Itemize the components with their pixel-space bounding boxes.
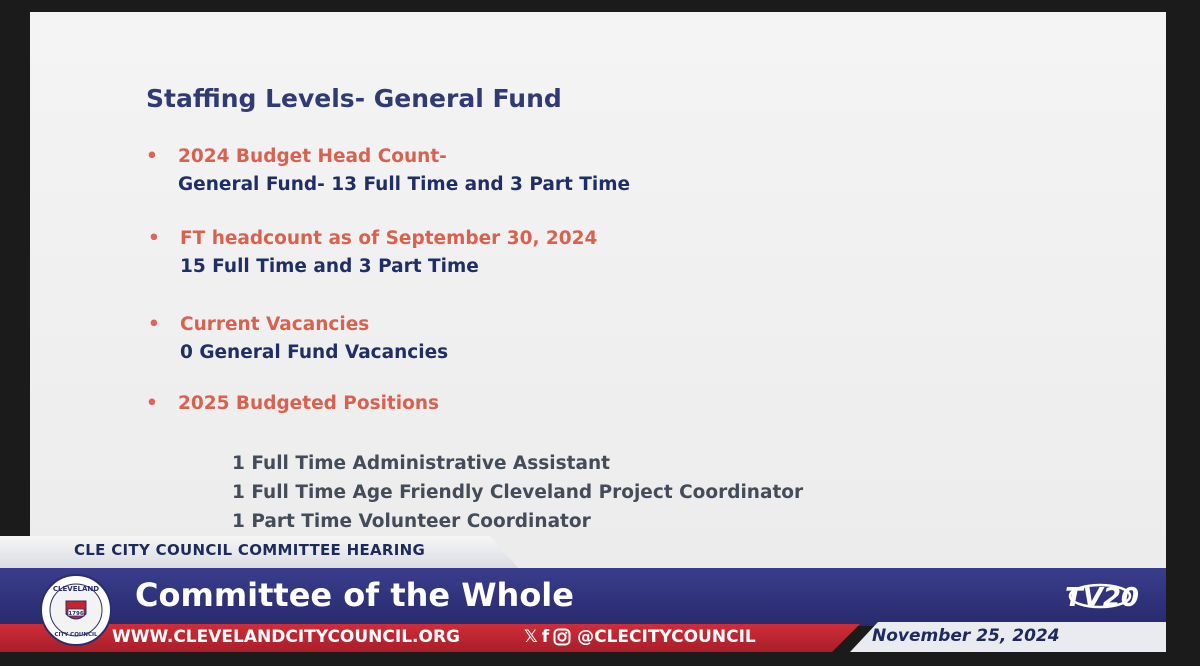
social-links: [524, 626, 756, 648]
position-item: 1 Full Time Age Friendly Cleveland Project Coordinator: [232, 482, 804, 503]
bullet-ft-headcount: [148, 228, 598, 277]
tv20-logo-icon: [1060, 574, 1150, 618]
channel-logo-text: TV20: [1064, 583, 1140, 613]
bullet-heading: 2025 Budgeted Positions: [178, 393, 440, 414]
position-item: 1 Part Time Volunteer Coordinator: [232, 511, 591, 532]
seal-bottom-text: CITY COUNCIL: [54, 632, 98, 638]
meeting-title: Committee of the Whole: [135, 576, 574, 614]
bullet-detail: 0 General Fund Vacancies: [180, 342, 449, 363]
seal-top-text: CLEVELAND: [52, 585, 100, 593]
bullet-dot-icon: •: [146, 146, 158, 167]
bullet-dot-icon: •: [146, 393, 158, 414]
x-icon: 𝕏: [524, 627, 538, 647]
hearing-label: CLE CITY COUNCIL COMMITTEE HEARING: [74, 541, 426, 559]
city-council-seal-icon: [40, 574, 112, 646]
bullet-detail: General Fund- 13 Full Time and 3 Part Time: [178, 174, 631, 195]
hearing-date: November 25, 2024: [872, 626, 1060, 646]
website-url: WWW.CLEVELANDCITYCOUNCIL.ORG: [112, 627, 460, 647]
bullet-dot-icon: •: [148, 314, 160, 335]
bullet-2025-positions: [146, 393, 440, 414]
social-handle: @CLECITYCOUNCIL: [577, 627, 756, 647]
bullet-detail: 15 Full Time and 3 Part Time: [180, 256, 479, 277]
position-item: 1 Full Time Administrative Assistant: [232, 453, 610, 474]
instagram-icon: [553, 628, 571, 646]
seal-year: 1796: [68, 611, 84, 617]
slide-title: Staffing Levels- General Fund: [146, 84, 562, 113]
presentation-slide: [30, 12, 1166, 572]
bullet-heading: FT headcount as of September 30, 2024: [180, 228, 598, 249]
facebook-icon: f: [541, 627, 550, 647]
budgeted-positions-list: [232, 449, 803, 536]
bullet-heading: Current Vacancies: [180, 314, 370, 335]
bullet-dot-icon: •: [148, 228, 160, 249]
bullet-heading: 2024 Budget Head Count-: [178, 146, 447, 167]
bullet-current-vacancies: [148, 314, 449, 363]
bullet-budget-head-count: [146, 146, 631, 195]
